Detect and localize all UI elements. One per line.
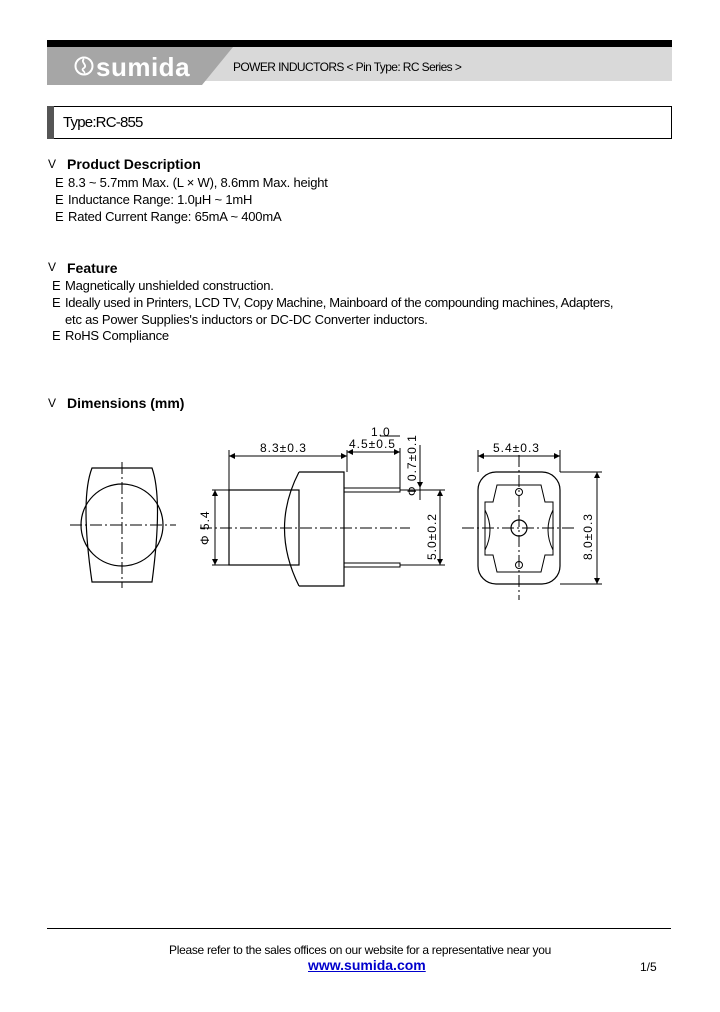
type-label: Type:RC-855	[63, 114, 143, 131]
bullet-marker: E	[55, 192, 64, 207]
feature-marker-icon: V	[48, 260, 57, 274]
bullet-marker: E	[55, 175, 64, 190]
header-title: POWER INDUCTORS < Pin Type: RC Series >	[233, 60, 462, 74]
website-link[interactable]: www.sumida.com	[308, 957, 426, 973]
dim-pin-length-label: 4.5±0.5	[349, 437, 396, 451]
dim-pin-diameter-label: Φ 0.7±0.1	[405, 434, 419, 496]
dimensions-marker-icon: V	[48, 396, 57, 410]
footer-note: Please refer to the sales offices on our website for a representative near you	[169, 943, 551, 957]
description-item-3: Rated Current Range: 65mA ~ 400mA	[68, 209, 282, 224]
top-view-drawing	[70, 462, 176, 588]
dim-pin-pitch-label: 5.0±0.2	[425, 513, 439, 560]
feature-item-1: Magnetically unshielded construction.	[65, 278, 274, 293]
description-item-2: Inductance Range: 1.0μH ~ 1mH	[68, 192, 253, 207]
sumida-logo-text: sumida	[96, 52, 191, 82]
dimensions-heading: Dimensions (mm)	[67, 395, 185, 411]
dim-length-label: 8.3±0.3	[260, 441, 307, 455]
bullet-marker: E	[52, 295, 61, 310]
dim-width-label: 5.4±0.3	[493, 441, 540, 455]
feature-item-2-continuation: etc as Power Supplies's inductors or DC-DC Converter inductors.	[65, 312, 428, 327]
feature-heading: Feature	[67, 260, 118, 276]
dim-pin-offset-label: 1.0	[371, 425, 391, 439]
footer-divider	[47, 928, 671, 929]
product-description-marker-icon: V	[48, 157, 57, 171]
description-item-1: 8.3 ~ 5.7mm Max. (L × W), 8.6mm Max. height	[68, 175, 328, 190]
bullet-marker: E	[55, 209, 64, 224]
bullet-marker: E	[52, 328, 61, 343]
dim-body-diameter-label: Φ 5.4	[198, 510, 212, 545]
dim-height-label: 8.0±0.3	[581, 513, 595, 560]
product-description-heading: Product Description	[67, 156, 201, 172]
page-number: 1/5	[640, 960, 657, 974]
feature-item-3: RoHS Compliance	[65, 328, 169, 343]
bullet-marker: E	[52, 278, 61, 293]
feature-item-2: Ideally used in Printers, LCD TV, Copy Machine, Mainboard of the compounding machines, Adapters,	[65, 295, 614, 310]
